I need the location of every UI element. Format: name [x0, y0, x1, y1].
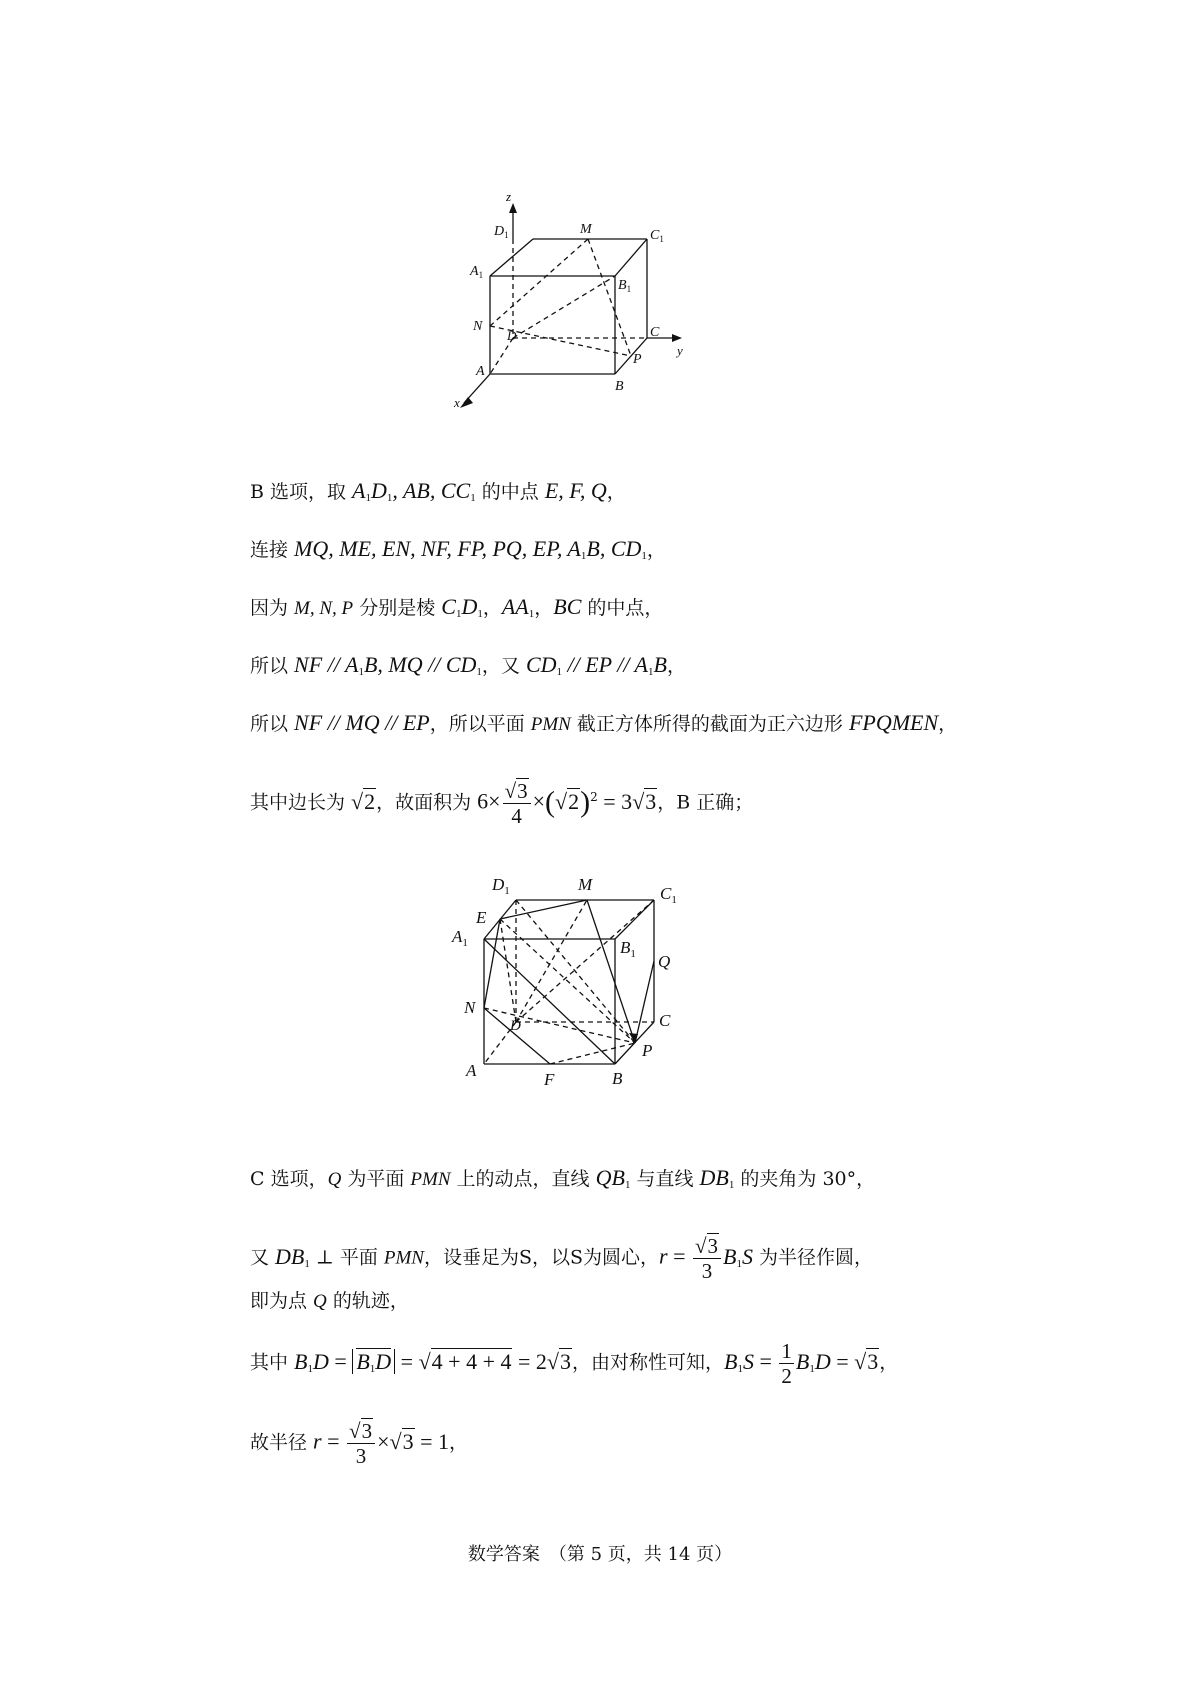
label-d1: $D_1$ — [494, 224, 509, 240]
text-line-10: 其中 $B_1D = B_1D = √4 + 4 + 4 = 2√3$，由对称性可知，$B_1S$ = $\frac{1}{2}$ $B_1D = √3$， — [250, 1339, 899, 1389]
label-c: C — [650, 325, 660, 340]
label-a: A — [476, 364, 485, 379]
label-b: B — [615, 379, 624, 394]
label-m: M — [578, 875, 593, 894]
label-x: x — [454, 395, 460, 410]
label-d: D — [510, 1018, 521, 1034]
label-e: E — [476, 908, 487, 927]
label-b: B — [612, 1069, 623, 1088]
label-n: N — [473, 319, 483, 334]
label-p: P — [633, 352, 642, 367]
label-a1: $A_1$ — [470, 264, 484, 280]
text-line-9: 即为点 Q 的轨迹， — [250, 1290, 409, 1312]
label-a: A — [466, 1061, 477, 1080]
text-line-11: 故半径 r = $\frac{√3}{3}$ ×√3 = 1， — [250, 1419, 468, 1469]
label-c1: $C_1$ — [650, 228, 664, 244]
label-b1: $B_1$ — [618, 278, 632, 294]
text-line-5: 所以 NF // MQ // EP，所以平面 PMN 截正方体所得的截面为正六边形 FPQMEN， — [250, 710, 958, 735]
text-line-8: 又 $DB_1$ ⊥ 平面 PMN，设垂足为S，以S为圆心，r = $\frac{√3}{3}$ $B_1S$ 为半径作圆， — [250, 1234, 874, 1284]
text-line-7: C 选项，Q 为平面 PMN 上的动点，直线 $QB_1$ 与直线 $DB_1$ 的夹角为 30°， — [250, 1165, 876, 1191]
text-line-3: 因为 M, N, P 分别是棱 $C_1D_1$，$AA_1$，BC 的中点， — [250, 594, 664, 620]
cube-figure-axes — [454, 189, 730, 455]
label-c1: $C_1$ — [660, 884, 677, 906]
text-line-4: 所以 NF // $A_1B$, MQ // $CD_1$，又 $CD_1$ // EP // $A_1B$， — [250, 652, 686, 678]
cube-figure-hexagon-section — [452, 870, 720, 1120]
text-line-6: 其中边长为 √2，故面积为 6× $\frac{√3}{4}$ $\times(√2)^2 = 3√3$，B 正确； — [250, 779, 754, 829]
text-line-1: B 选项，取 $A_1D_1$, AB, $CC_1$ 的中点 E, F, Q， — [250, 478, 626, 504]
label-p: P — [642, 1041, 653, 1060]
label-f: F — [544, 1070, 555, 1089]
label-c: C — [659, 1011, 671, 1030]
label-b1: $B_1$ — [620, 938, 636, 960]
label-y: y — [677, 343, 683, 358]
label-m: M — [580, 222, 592, 237]
label-d: D — [507, 328, 517, 343]
label-d1: $D_1$ — [492, 875, 510, 897]
label-z: z — [506, 189, 512, 204]
page-footer: 数学答案 （第 5 页，共 14 页） — [467, 1544, 733, 1565]
text-line-2: 连接 MQ, ME, EN, NF, FP, PQ, EP, $A_1B$, $CD_1$， — [250, 536, 666, 562]
label-q: Q — [658, 952, 671, 971]
label-n: N — [464, 998, 476, 1017]
label-a1: $A_1$ — [452, 927, 468, 949]
